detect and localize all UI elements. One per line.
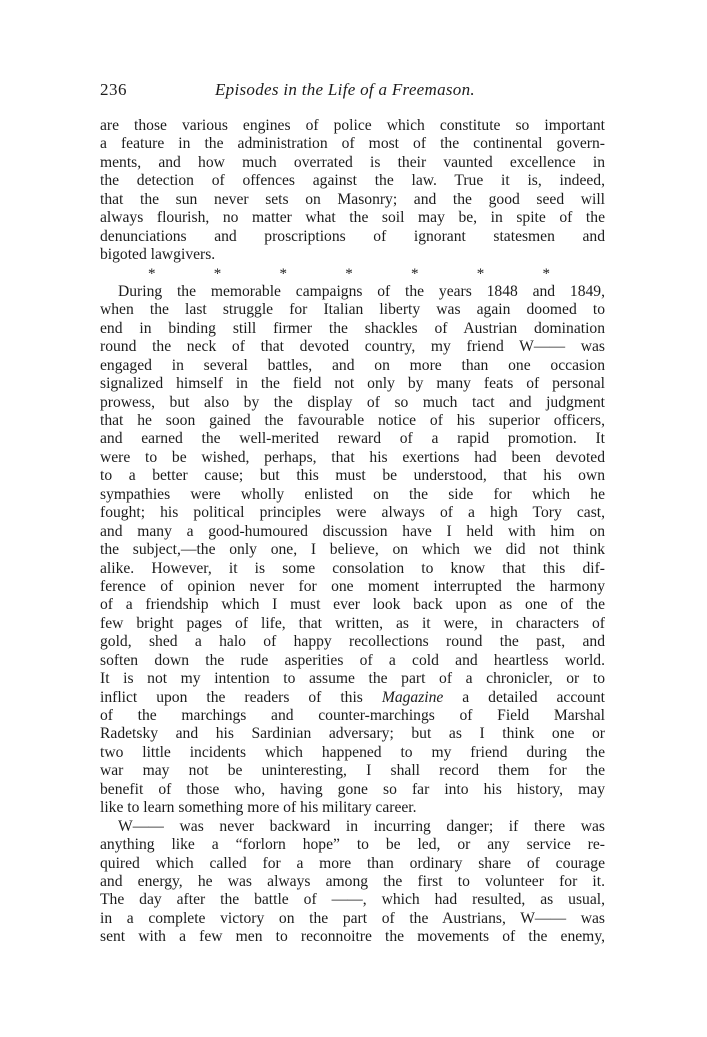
text-line: W—— was never backward in incurring danger; if there was (118, 817, 605, 835)
section-break-asterisk: * (411, 265, 419, 282)
text-line: the detection of offences against the law. True it is, indeed, (100, 172, 605, 190)
text-line: The day after the battle of ——, which had resulted, as usual, (100, 891, 605, 909)
text-line: anything like a “forlorn hope” to be led, or any service re- (100, 836, 605, 854)
running-title: Episodes in the Life of a Freemason. (215, 80, 475, 99)
text-line: end in binding still firmer the shackles of Austrian domination (100, 319, 605, 337)
text-line: gold, shed a halo of happy recollections round the past, and (100, 633, 605, 651)
text-line: two little incidents which happened to my friend during the (100, 743, 605, 761)
text-line: were to be wished, perhaps, that his exertions had been devoted (100, 448, 605, 466)
section-break-asterisk: * (148, 265, 156, 282)
paragraph-forlorn-hope (100, 818, 605, 947)
text-line: few bright pages of life, that written, as it were, in characters of (100, 614, 605, 632)
text-line-magazine (100, 689, 605, 707)
text-line: quired which called for a more than ordinary share of courage (100, 854, 605, 872)
text-line: During the memorable campaigns of the years 1848 and 1849, (118, 282, 605, 300)
page-header (100, 80, 605, 104)
text-line: It is not my intention to assume the part of a chronicler, or to (100, 670, 605, 688)
section-break-asterisk: * (345, 265, 353, 282)
section-break (100, 265, 605, 283)
text-line: always flourish, no matter what the soil may be, in spite of the (100, 209, 605, 227)
text-line: prowess, but also by the display of so much tact and judgment (100, 393, 605, 411)
text-line: sympathies were wholly enlisted on the side for which he (100, 485, 605, 503)
text-line: of a friendship which I must ever look back upon as one of the (100, 596, 605, 614)
text-line: that the sun never sets on Masonry; and the good seed will (100, 190, 605, 208)
section-break-asterisk: * (542, 265, 550, 282)
text-line: bigoted lawgivers. (100, 246, 216, 264)
text-line: the subject,—the only one, I believe, on which we did not think (100, 541, 605, 559)
text-line: Radetsky and his Sardinian adversary; but as I think one or (100, 725, 605, 743)
section-break-asterisk: * (213, 265, 222, 282)
section-break-asterisk: * (279, 265, 287, 282)
text-line: in a complete victory on the part of the Austrians, W—— was (100, 909, 605, 927)
paragraph-campaigns (100, 283, 605, 818)
text-segment: a detailed account (443, 688, 605, 706)
text-line: soften down the rude asperities of a cold and heartless world. (100, 651, 605, 669)
text-line: when the last struggle for Italian liberty was again doomed to (100, 301, 605, 319)
text-line: that he soon gained the favourable notice of his superior officers, (100, 412, 605, 429)
text-line: and energy, he was always among the first to volunteer for it. (100, 872, 605, 890)
paragraph-continuation (100, 117, 605, 265)
text-line: to a better cause; but this must be understood, that his own (100, 467, 605, 485)
text-line: benefit of those who, having gone so far into his history, may (100, 780, 605, 798)
text-line: fought; his political principles were always of a high Tory cast, (100, 504, 605, 522)
text-line: engaged in several battles, and on more than one occasion (100, 356, 605, 374)
text-line: war may not be uninteresting, I shall record them for the (100, 762, 605, 780)
text-line: round the neck of that devoted country, my friend W—— was (100, 338, 605, 356)
magazine-italic: Magazine (381, 688, 444, 706)
text-line: and earned the well-merited reward of a rapid promotion. It (100, 430, 605, 448)
text-line: signalized himself in the field not only by many feats of personal (100, 375, 605, 393)
section-break-asterisk: * (476, 265, 485, 282)
text-line: ments, and how much overrated is their vaunted excellence in (100, 153, 605, 171)
text-line: like to learn something more of his military career. (100, 799, 417, 817)
text-line: are those various engines of police which constitute so important (100, 117, 605, 134)
text-segment: inflict upon the readers of this (100, 688, 382, 706)
text-line: a feature in the administration of most of the continental govern- (100, 135, 605, 153)
text-line: ference of opinion never for one moment interrupted the harmony (100, 577, 605, 595)
body-text (100, 117, 605, 947)
text-line: of the marchings and counter-marchings of Field Marshal (100, 707, 605, 724)
text-line: denunciations and proscriptions of ignorant statesmen and (100, 227, 605, 245)
page-number: 236 (100, 80, 127, 99)
text-line: sent with a few men to reconnoitre the movements of the enemy, (100, 928, 605, 946)
text-line: and many a good-humoured discussion have I held with him on (100, 522, 605, 540)
text-line: alike. However, it is some consolation to know that this dif- (100, 559, 605, 577)
